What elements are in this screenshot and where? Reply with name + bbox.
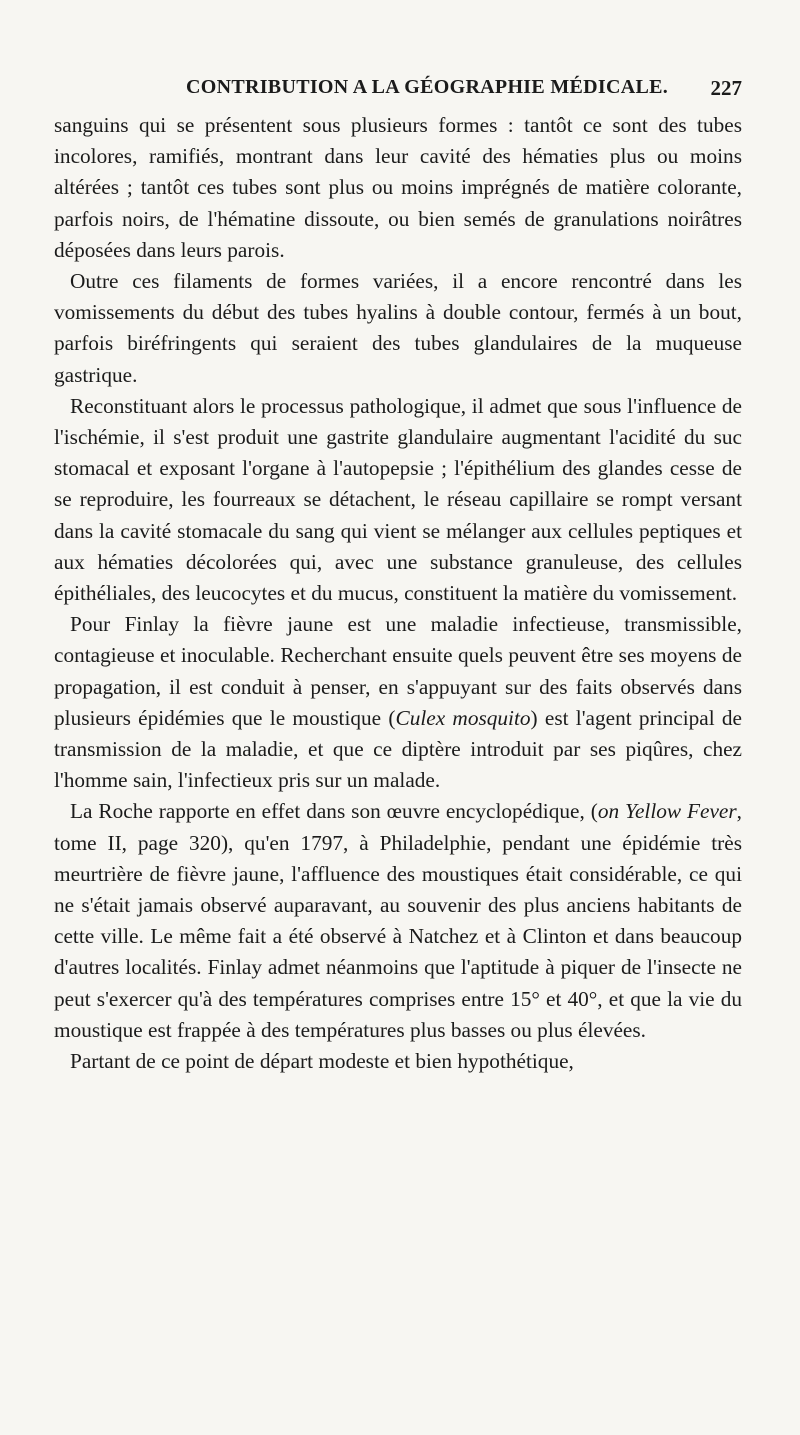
body-text: [54, 110, 742, 1077]
italic-term: Culex mosquito: [395, 705, 531, 730]
paragraph: Reconstituant alors le processus pathologique, il admet que sous l'influence de l'ischémie, il s'est produit une gastrite glandulaire augmentant l'acidité du suc stomacal et exposant l'organe à l'autopepsie ; l'épithélium des glandes cesse de se reproduire, les fourreaux se détachent, le réseau capillaire se rompt versant dans la cavité stomacale du sang qui vient se mélanger aux cellules peptiques et aux hématies décolorées qui, avec une substance granuleuse, des cellules épithéliales, des leucocytes et du mucus, constituent la matière du vomissement.: [54, 393, 742, 606]
italic-title: on Yellow Fever: [597, 799, 737, 824]
paragraph: Pour Finlay la fièvre jaune est une maladie infectieuse, transmissible, contagieuse et inoculable. Recherchant ensuite quels peuvent être ses moyens de propagation, il est conduit à penser, en s'appuyant sur des faits observés dans plusieurs épidémies que le moustique (Culex mosquito) est l'agent principal de transmission de la maladie, et que ce diptère introduit par ses piqûres, chez l'homme sain, l'infectieux pris sur un malade.: [54, 612, 742, 793]
paragraph: Outre ces filaments de formes variées, il a encore rencontré dans les vomissements du début des tubes hyalins à double contour, fermés à un bout, parfois biréfringents qui seraient des tubes glandulaires de la muqueuse gastrique.: [54, 269, 742, 387]
page-number: 227: [710, 76, 742, 100]
paragraph: Partant de ce point de départ modeste et bien hypothétique,: [70, 1049, 574, 1074]
paragraph: La Roche rapporte en effet dans son œuvre encyclopédique, (on Yellow Fever, tome II, page 320), qu'en 1797, à Philadelphie, pendant une épidémie très meurtrière de fièvre jaune, l'affluence des moustiques était considérable, ce qui ne s'était jamais observé auparavant, au souvenir des plus anciens habitants de cette ville. Le même fait a été observé à Natchez et à Clinton et dans beaucoup d'autres localités. Finlay admet néanmoins que l'aptitude à piquer de l'insecte ne peut s'exercer qu'à des températures comprises entre 15° et 40°, et que la vie du moustique est frappée à des températures plus basses ou plus élevées.: [54, 799, 742, 1042]
paragraph: sanguins qui se présentent sous plusieurs formes : tantôt ce sont des tubes incolores, ramifiés, montrant dans leur cavité des hématies plus ou moins altérées ; tantôt ces tubes sont plus ou moins imprégnés de matière colorante, parfois noirs, de l'hématine dissoute, ou bien semés de granulations noirâtres déposées dans leurs parois.: [54, 113, 742, 262]
running-title: CONTRIBUTION A LA GÉOGRAPHIE MÉDICALE.: [186, 76, 669, 98]
page-header: [54, 76, 742, 102]
